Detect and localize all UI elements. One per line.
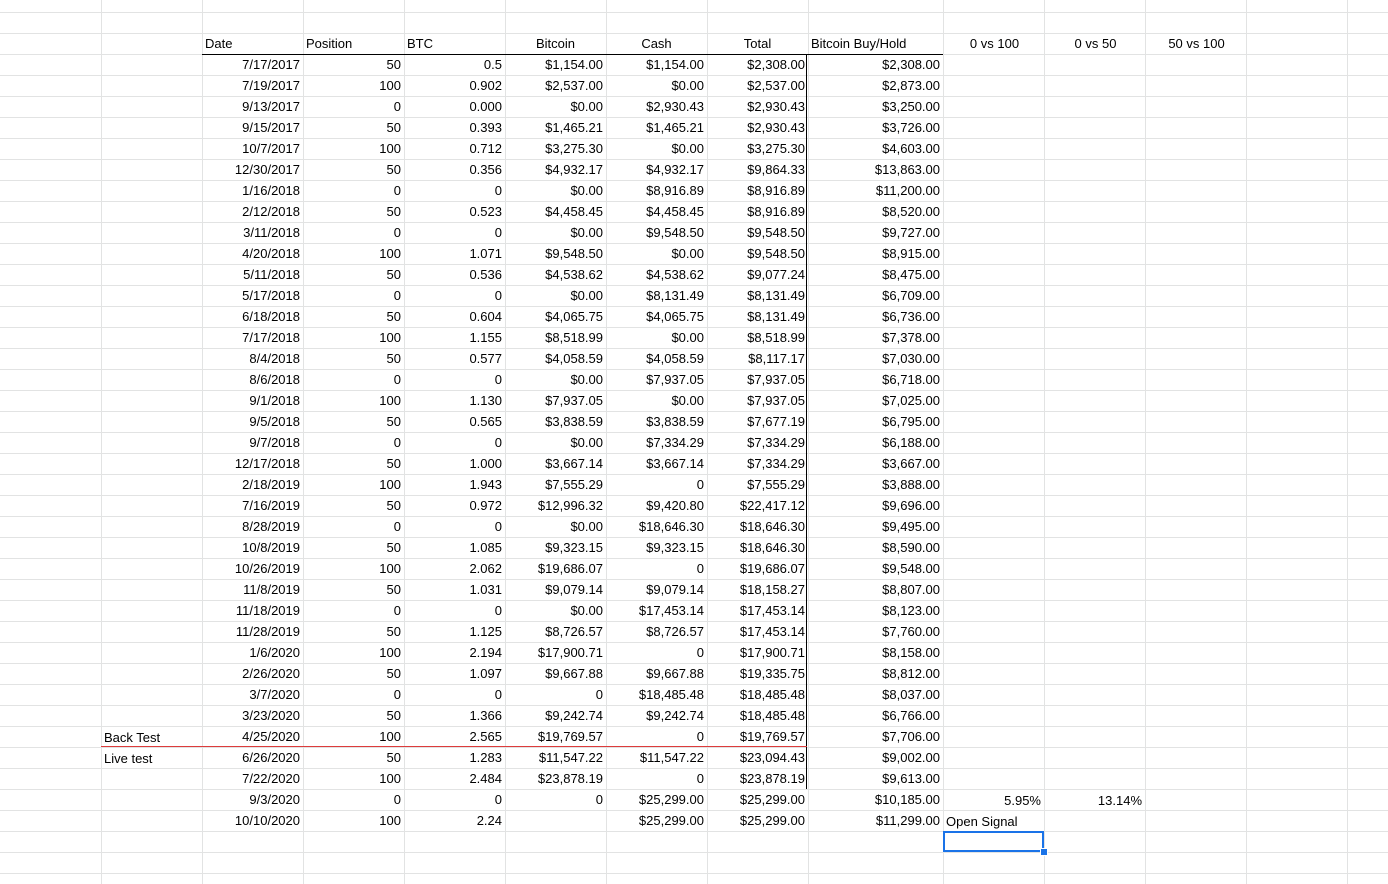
- cell-cash[interactable]: $8,726.57: [646, 624, 704, 639]
- cell-position[interactable]: 50: [386, 351, 401, 366]
- cell-total[interactable]: $18,646.30: [739, 540, 805, 555]
- cell-total[interactable]: $7,334.29: [747, 456, 805, 471]
- cell-bitcoin-buy-hold[interactable]: $7,706.00: [882, 729, 940, 744]
- cell-cash[interactable]: $7,334.29: [646, 435, 704, 450]
- cell-btc[interactable]: 2.484: [469, 771, 502, 786]
- cell-date[interactable]: 8/4/2018: [249, 351, 300, 366]
- cell-position[interactable]: 50: [386, 204, 401, 219]
- cell-position[interactable]: 50: [386, 57, 401, 72]
- cell-total[interactable]: $7,555.29: [747, 477, 805, 492]
- cell-btc[interactable]: 1.155: [469, 330, 502, 345]
- cell-bitcoin[interactable]: $9,548.50: [545, 246, 603, 261]
- cell-cash[interactable]: $0.00: [671, 246, 704, 261]
- selected-cell[interactable]: [943, 831, 1044, 852]
- cell-position[interactable]: 100: [379, 141, 401, 156]
- cell-date[interactable]: 11/8/2019: [243, 582, 300, 597]
- row-gridline: [0, 831, 1388, 832]
- cell-btc[interactable]: 2.565: [469, 729, 502, 744]
- cell-bitcoin[interactable]: $4,538.62: [545, 267, 603, 282]
- cell-cash[interactable]: $1,465.21: [646, 120, 704, 135]
- cell-total[interactable]: $2,537.00: [747, 78, 805, 93]
- cell-position[interactable]: 100: [379, 813, 401, 828]
- cell-bitcoin[interactable]: $0.00: [570, 99, 603, 114]
- header-0-vs-50[interactable]: 0 vs 50: [1074, 36, 1117, 51]
- cell-bitcoin-buy-hold[interactable]: $8,915.00: [882, 246, 940, 261]
- cell-date[interactable]: 5/11/2018: [243, 267, 300, 282]
- cell-bitcoin[interactable]: $12,996.32: [537, 498, 603, 513]
- cell-total[interactable]: $19,686.07: [739, 561, 805, 576]
- cell-date[interactable]: 10/8/2019: [242, 540, 300, 555]
- label-live-test[interactable]: Live test: [104, 751, 153, 766]
- cell-cash[interactable]: $9,323.15: [646, 540, 704, 555]
- cell-total[interactable]: $25,299.00: [739, 813, 805, 828]
- cell-total[interactable]: $8,916.89: [747, 204, 805, 219]
- cell-bitcoin[interactable]: 0: [595, 792, 603, 807]
- cell-position[interactable]: 50: [386, 414, 401, 429]
- cell-bitcoin-buy-hold[interactable]: $6,188.00: [882, 435, 940, 450]
- cell-cash[interactable]: $4,538.62: [646, 267, 704, 282]
- cell-cash[interactable]: $8,916.89: [646, 183, 704, 198]
- cell-bitcoin-buy-hold[interactable]: $6,766.00: [882, 708, 940, 723]
- cell-position[interactable]: 0: [393, 225, 401, 240]
- cell-bitcoin-buy-hold[interactable]: $9,002.00: [882, 750, 940, 765]
- cell-position[interactable]: 50: [386, 582, 401, 597]
- cell-btc[interactable]: 1.366: [469, 708, 502, 723]
- header-0-vs-100[interactable]: 0 vs 100: [969, 36, 1020, 51]
- cell-date[interactable]: 9/1/2018: [249, 393, 300, 408]
- cell-date[interactable]: 9/7/2018: [249, 435, 300, 450]
- cell-bitcoin[interactable]: $2,537.00: [545, 78, 603, 93]
- cell-position[interactable]: 0: [393, 288, 401, 303]
- cell-bitcoin[interactable]: $17,900.71: [537, 645, 603, 660]
- cell-total[interactable]: $2,930.43: [747, 99, 805, 114]
- cell-total[interactable]: $9,077.24: [747, 267, 805, 282]
- cell-date[interactable]: 5/17/2018: [242, 288, 300, 303]
- cell-date[interactable]: 6/18/2018: [242, 309, 300, 324]
- cell-btc[interactable]: 0.5: [483, 57, 502, 72]
- cell-bitcoin-buy-hold[interactable]: $8,520.00: [882, 204, 940, 219]
- cell-cash[interactable]: 0: [696, 477, 704, 492]
- cell-btc[interactable]: 1.125: [469, 624, 502, 639]
- cell-position[interactable]: 100: [379, 645, 401, 660]
- cell-bitcoin[interactable]: $19,686.07: [537, 561, 603, 576]
- cell-bitcoin-buy-hold[interactable]: $3,726.00: [882, 120, 940, 135]
- cell-cash[interactable]: $1,154.00: [646, 57, 704, 72]
- column-gridline: [943, 0, 944, 884]
- cell-position[interactable]: 0: [393, 183, 401, 198]
- cell-cash[interactable]: $9,667.88: [646, 666, 704, 681]
- cell-date[interactable]: 8/28/2019: [242, 519, 300, 534]
- cell-position[interactable]: 100: [379, 330, 401, 345]
- row-gridline: [0, 12, 1388, 13]
- cell-date[interactable]: 10/10/2020: [234, 813, 300, 828]
- cell-position[interactable]: 100: [379, 78, 401, 93]
- cell-total[interactable]: $7,937.05: [747, 393, 805, 408]
- cell-date[interactable]: 4/25/2020: [242, 729, 300, 744]
- cell-total[interactable]: $7,334.29: [747, 435, 805, 450]
- cell-btc[interactable]: 1.097: [469, 666, 502, 681]
- cell-bitcoin-buy-hold[interactable]: $7,025.00: [882, 393, 940, 408]
- cell-date[interactable]: 9/13/2017: [242, 99, 300, 114]
- cell-date[interactable]: 7/17/2018: [242, 330, 300, 345]
- cell-bitcoin[interactable]: $1,154.00: [545, 57, 603, 72]
- cell-bitcoin-buy-hold[interactable]: $10,185.00: [874, 792, 940, 807]
- cell-total[interactable]: $17,900.71: [739, 645, 805, 660]
- cell-btc[interactable]: 0.000: [469, 99, 502, 114]
- cell-total[interactable]: $19,769.57: [739, 729, 805, 744]
- back-test-live-test-divider: [101, 746, 807, 747]
- cell-cash[interactable]: $9,079.14: [646, 582, 704, 597]
- cell-position[interactable]: 100: [379, 477, 401, 492]
- cell-cash[interactable]: $25,299.00: [638, 792, 704, 807]
- cell-cash[interactable]: $0.00: [671, 78, 704, 93]
- cell-position[interactable]: 0: [393, 687, 401, 702]
- cell-date[interactable]: 7/19/2017: [242, 78, 300, 93]
- cell-position[interactable]: 0: [393, 519, 401, 534]
- cell-position[interactable]: 0: [393, 603, 401, 618]
- header-bitcoin[interactable]: Bitcoin: [535, 36, 576, 51]
- cell-btc[interactable]: 0.712: [469, 141, 502, 156]
- cell-bitcoin-buy-hold[interactable]: $9,613.00: [882, 771, 940, 786]
- cell-date[interactable]: 11/18/2019: [235, 603, 300, 618]
- cell-position[interactable]: 50: [386, 624, 401, 639]
- cell-bitcoin-buy-hold[interactable]: $8,807.00: [882, 582, 940, 597]
- cell-position[interactable]: 100: [379, 729, 401, 744]
- cell-cash[interactable]: $17,453.14: [638, 603, 704, 618]
- cell-bitcoin-buy-hold[interactable]: $11,299.00: [875, 813, 940, 828]
- cell-bitcoin-buy-hold[interactable]: $9,548.00: [882, 561, 940, 576]
- cell-bitcoin-buy-hold[interactable]: $3,250.00: [882, 99, 940, 114]
- cell-cash[interactable]: $9,242.74: [646, 708, 704, 723]
- cell-total[interactable]: $8,117.17: [748, 351, 805, 366]
- cell-bitcoin[interactable]: $0.00: [570, 435, 603, 450]
- cell-bitcoin[interactable]: $7,937.05: [545, 393, 603, 408]
- cell-btc[interactable]: 0: [494, 792, 502, 807]
- cell-total[interactable]: $8,131.49: [747, 288, 805, 303]
- cell-position[interactable]: 0: [393, 435, 401, 450]
- cell-date[interactable]: 9/15/2017: [242, 120, 300, 135]
- cell-bitcoin-buy-hold[interactable]: $8,812.00: [882, 666, 940, 681]
- cell-cash[interactable]: 0: [696, 645, 704, 660]
- cell-date[interactable]: 10/26/2019: [234, 561, 300, 576]
- cell-bitcoin[interactable]: $0.00: [570, 519, 603, 534]
- cell-date[interactable]: 7/22/2020: [242, 771, 300, 786]
- row-gridline: [0, 852, 1388, 853]
- cell-total[interactable]: $17,453.14: [739, 624, 805, 639]
- cell-total[interactable]: $9,548.50: [747, 225, 805, 240]
- cell-btc[interactable]: 0.565: [469, 414, 502, 429]
- value-0-vs-50[interactable]: 13.14%: [1097, 793, 1142, 808]
- cell-cash[interactable]: $4,932.17: [646, 162, 704, 177]
- header-50-vs-100[interactable]: 50 vs 100: [1168, 36, 1225, 51]
- cell-btc[interactable]: 0: [494, 519, 502, 534]
- cell-cash[interactable]: $25,299.00: [638, 813, 704, 828]
- cell-bitcoin-buy-hold[interactable]: $9,696.00: [882, 498, 940, 513]
- label-back-test[interactable]: Back Test: [104, 730, 161, 745]
- cell-total[interactable]: $25,299.00: [739, 792, 805, 807]
- cell-cash[interactable]: $8,131.49: [646, 288, 704, 303]
- cell-bitcoin[interactable]: $3,667.14: [545, 456, 603, 471]
- cell-cash[interactable]: $9,548.50: [646, 225, 704, 240]
- cell-position[interactable]: 0: [393, 792, 401, 807]
- cell-bitcoin-buy-hold[interactable]: $8,037.00: [882, 687, 940, 702]
- cell-position[interactable]: 100: [379, 561, 401, 576]
- value-0-vs-100[interactable]: 5.95%: [1004, 793, 1041, 808]
- cell-total[interactable]: $2,308.00: [747, 57, 805, 72]
- cell-bitcoin-buy-hold[interactable]: $9,727.00: [882, 225, 940, 240]
- cell-date[interactable]: 1/6/2020: [249, 645, 300, 660]
- cell-position[interactable]: 50: [386, 666, 401, 681]
- cell-cash[interactable]: $4,065.75: [646, 309, 704, 324]
- cell-position[interactable]: 0: [393, 99, 401, 114]
- cell-btc[interactable]: 0: [494, 372, 502, 387]
- cell-cash[interactable]: $18,485.48: [638, 687, 704, 702]
- cell-cash[interactable]: 0: [696, 729, 704, 744]
- cell-bitcoin-buy-hold[interactable]: $7,030.00: [882, 351, 940, 366]
- cell-bitcoin-buy-hold[interactable]: $6,709.00: [882, 288, 940, 303]
- cell-date[interactable]: 11/28/2019: [235, 624, 300, 639]
- cell-total[interactable]: $7,677.19: [747, 414, 805, 429]
- header-total[interactable]: Total: [743, 36, 772, 51]
- cell-total[interactable]: $18,485.48: [739, 708, 805, 723]
- cell-date[interactable]: 9/5/2018: [249, 414, 300, 429]
- cell-bitcoin[interactable]: $0.00: [570, 372, 603, 387]
- cell-total[interactable]: $9,548.50: [747, 246, 805, 261]
- cell-cash[interactable]: $9,420.80: [646, 498, 704, 513]
- cell-cash[interactable]: $7,937.05: [646, 372, 704, 387]
- cell-total[interactable]: $23,878.19: [739, 771, 805, 786]
- cell-total[interactable]: $8,131.49: [747, 309, 805, 324]
- cell-btc[interactable]: 1.085: [469, 540, 502, 555]
- cell-cash[interactable]: $0.00: [671, 393, 704, 408]
- cell-btc[interactable]: 0.902: [469, 78, 502, 93]
- cell-date[interactable]: 3/23/2020: [242, 708, 300, 723]
- cell-total[interactable]: $7,937.05: [747, 372, 805, 387]
- cell-btc[interactable]: 0.523: [469, 204, 502, 219]
- cell-position[interactable]: 50: [386, 750, 401, 765]
- cell-position[interactable]: 50: [386, 267, 401, 282]
- cell-total[interactable]: $19,335.75: [739, 666, 805, 681]
- cell-btc[interactable]: 1.071: [469, 246, 502, 261]
- cell-btc[interactable]: 2.24: [476, 813, 502, 828]
- cell-bitcoin-buy-hold[interactable]: $8,590.00: [882, 540, 940, 555]
- cell-total[interactable]: $3,275.30: [747, 141, 805, 156]
- cell-cash[interactable]: $0.00: [671, 330, 704, 345]
- cell-bitcoin[interactable]: $4,065.75: [545, 309, 603, 324]
- cell-bitcoin[interactable]: $9,323.15: [545, 540, 603, 555]
- cell-cash[interactable]: 0: [696, 771, 704, 786]
- cell-cash[interactable]: 0: [696, 561, 704, 576]
- column-gridline: [1246, 0, 1247, 884]
- cell-btc[interactable]: 0: [494, 288, 502, 303]
- cell-position[interactable]: 50: [386, 309, 401, 324]
- cell-total[interactable]: $18,158.27: [739, 582, 805, 597]
- cell-btc[interactable]: 1.283: [469, 750, 502, 765]
- cell-position[interactable]: 50: [386, 120, 401, 135]
- cell-bitcoin[interactable]: $0.00: [570, 183, 603, 198]
- cell-position[interactable]: 0: [393, 372, 401, 387]
- cell-date[interactable]: 10/7/2017: [242, 141, 300, 156]
- cell-total[interactable]: $22,417.12: [739, 498, 805, 513]
- cell-bitcoin-buy-hold[interactable]: $6,718.00: [882, 372, 940, 387]
- cell-btc[interactable]: 0: [494, 603, 502, 618]
- cell-btc[interactable]: 0.604: [469, 309, 502, 324]
- cell-total[interactable]: $18,485.48: [739, 687, 805, 702]
- cell-btc[interactable]: 0.536: [469, 267, 502, 282]
- cell-date[interactable]: 4/20/2018: [242, 246, 300, 261]
- cell-total[interactable]: $23,094.43: [739, 750, 805, 765]
- cell-btc[interactable]: 0.972: [469, 498, 502, 513]
- cell-bitcoin[interactable]: $19,769.57: [537, 729, 603, 744]
- cell-date[interactable]: 2/26/2020: [242, 666, 300, 681]
- cell-date[interactable]: 7/16/2019: [242, 498, 300, 513]
- cell-bitcoin[interactable]: $4,058.59: [545, 351, 603, 366]
- cell-date[interactable]: 7/17/2017: [242, 57, 300, 72]
- cell-bitcoin[interactable]: $3,275.30: [545, 141, 603, 156]
- cell-bitcoin[interactable]: $9,242.74: [545, 708, 603, 723]
- cell-btc[interactable]: 0: [494, 225, 502, 240]
- header-bitcoin-buy-hold[interactable]: Bitcoin Buy/Hold: [811, 36, 907, 51]
- cell-position[interactable]: 50: [386, 498, 401, 513]
- cell-date[interactable]: 12/30/2017: [234, 162, 300, 177]
- header-cash[interactable]: Cash: [641, 36, 672, 51]
- cell-bitcoin-buy-hold[interactable]: $6,795.00: [882, 414, 940, 429]
- cell-date[interactable]: 1/16/2018: [242, 183, 300, 198]
- cell-date[interactable]: 3/11/2018: [243, 225, 300, 240]
- column-gridline: [1145, 0, 1146, 884]
- cell-btc[interactable]: 1.031: [469, 582, 502, 597]
- cell-bitcoin-buy-hold[interactable]: $4,603.00: [882, 141, 940, 156]
- cell-cash[interactable]: $4,458.45: [646, 204, 704, 219]
- cell-bitcoin[interactable]: $0.00: [570, 603, 603, 618]
- cell-bitcoin[interactable]: $9,079.14: [545, 582, 603, 597]
- cell-total[interactable]: $9,864.33: [747, 162, 805, 177]
- cell-bitcoin[interactable]: $8,726.57: [545, 624, 603, 639]
- cell-bitcoin-buy-hold[interactable]: $3,888.00: [882, 477, 940, 492]
- cell-date[interactable]: 2/18/2019: [242, 477, 300, 492]
- cell-bitcoin[interactable]: $0.00: [570, 288, 603, 303]
- cell-bitcoin-buy-hold[interactable]: $8,158.00: [882, 645, 940, 660]
- cell-bitcoin-buy-hold[interactable]: $3,667.00: [882, 456, 940, 471]
- cell-bitcoin[interactable]: [505, 810, 606, 831]
- cell-total[interactable]: $8,518.99: [747, 330, 805, 345]
- cell-cash[interactable]: $0.00: [671, 141, 704, 156]
- cell-position[interactable]: 50: [386, 708, 401, 723]
- fill-handle[interactable]: [1040, 848, 1048, 856]
- cell-bitcoin[interactable]: $23,878.19: [537, 771, 603, 786]
- cell-btc[interactable]: 2.194: [469, 645, 502, 660]
- cell-btc[interactable]: 1.130: [469, 393, 502, 408]
- cell-bitcoin[interactable]: $3,838.59: [545, 414, 603, 429]
- row-gridline: [0, 873, 1388, 874]
- cell-bitcoin[interactable]: $4,458.45: [545, 204, 603, 219]
- cell-btc[interactable]: 0: [494, 183, 502, 198]
- cell-position[interactable]: 50: [386, 162, 401, 177]
- cell-bitcoin-buy-hold[interactable]: $9,495.00: [882, 519, 940, 534]
- cell-btc[interactable]: 0.393: [469, 120, 502, 135]
- cell-bitcoin-buy-hold[interactable]: $6,736.00: [882, 309, 940, 324]
- cell-bitcoin-buy-hold[interactable]: $2,873.00: [882, 78, 940, 93]
- header-btc[interactable]: BTC: [407, 36, 433, 51]
- cell-bitcoin[interactable]: $0.00: [570, 225, 603, 240]
- cell-btc[interactable]: 0.356: [469, 162, 502, 177]
- cell-position[interactable]: 100: [379, 771, 401, 786]
- cell-date[interactable]: 3/7/2020: [249, 687, 300, 702]
- cell-bitcoin-buy-hold[interactable]: $13,863.00: [874, 162, 940, 177]
- cell-bitcoin-buy-hold[interactable]: $11,200.00: [875, 183, 940, 198]
- cell-btc[interactable]: 0: [494, 435, 502, 450]
- cell-bitcoin-buy-hold[interactable]: $8,475.00: [882, 267, 940, 282]
- cell-date[interactable]: 6/26/2020: [242, 750, 300, 765]
- cell-date[interactable]: 2/12/2018: [242, 204, 300, 219]
- cell-cash[interactable]: $11,547.22: [639, 750, 704, 765]
- cell-bitcoin[interactable]: $1,465.21: [545, 120, 603, 135]
- cell-cash[interactable]: $2,930.43: [646, 99, 704, 114]
- cell-cash[interactable]: $4,058.59: [646, 351, 704, 366]
- cell-bitcoin-buy-hold[interactable]: $7,378.00: [882, 330, 940, 345]
- cell-cash[interactable]: $3,667.14: [646, 456, 704, 471]
- cell-btc[interactable]: 2.062: [469, 561, 502, 576]
- cell-bitcoin-buy-hold[interactable]: $8,123.00: [882, 603, 940, 618]
- cell-bitcoin-buy-hold[interactable]: $2,308.00: [882, 57, 940, 72]
- header-date[interactable]: Date: [205, 36, 233, 51]
- column-gridline: [1347, 0, 1348, 884]
- header-position[interactable]: Position: [306, 36, 353, 51]
- cell-total[interactable]: $17,453.14: [739, 603, 805, 618]
- cell-date[interactable]: 12/17/2018: [234, 456, 300, 471]
- cell-cash[interactable]: $3,838.59: [646, 414, 704, 429]
- cell-total[interactable]: $8,916.89: [747, 183, 805, 198]
- cell-btc[interactable]: 1.000: [469, 456, 502, 471]
- cell-bitcoin-buy-hold[interactable]: $7,760.00: [882, 624, 940, 639]
- cell-bitcoin[interactable]: $9,667.88: [545, 666, 603, 681]
- cell-total[interactable]: $2,930.43: [747, 120, 805, 135]
- cell-btc[interactable]: 0.577: [469, 351, 502, 366]
- cell-date[interactable]: 9/3/2020: [249, 792, 300, 807]
- cell-total[interactable]: $18,646.30: [739, 519, 805, 534]
- cell-btc[interactable]: 1.943: [469, 477, 502, 492]
- cell-position[interactable]: 100: [379, 393, 401, 408]
- cell-position[interactable]: 50: [386, 456, 401, 471]
- cell-position[interactable]: 100: [379, 246, 401, 261]
- cell-bitcoin[interactable]: $11,547.22: [538, 750, 603, 765]
- cell-bitcoin[interactable]: $4,932.17: [545, 162, 603, 177]
- cell-bitcoin[interactable]: $7,555.29: [545, 477, 603, 492]
- cell-bitcoin[interactable]: 0: [595, 687, 603, 702]
- cell-date[interactable]: 8/6/2018: [249, 372, 300, 387]
- cell-btc[interactable]: 0: [494, 687, 502, 702]
- column-gridline: [1044, 0, 1045, 884]
- open-signal-cell[interactable]: Open Signal: [946, 814, 1018, 829]
- cell-position[interactable]: 50: [386, 540, 401, 555]
- cell-bitcoin[interactable]: $8,518.99: [545, 330, 603, 345]
- cell-cash[interactable]: $18,646.30: [638, 519, 704, 534]
